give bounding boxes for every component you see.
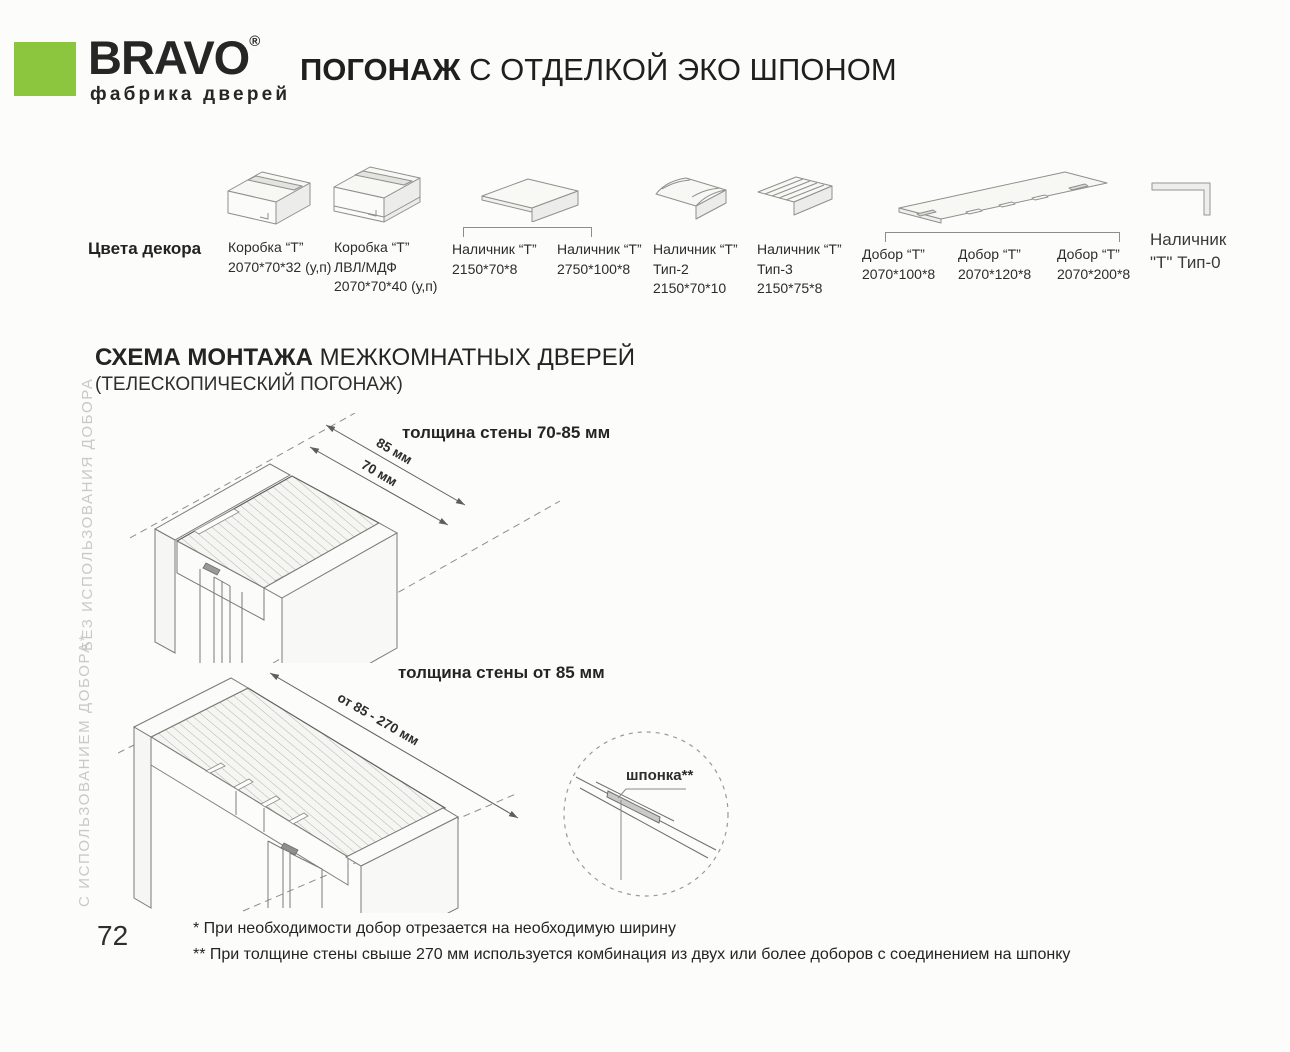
product-size: 2150*70*10: [653, 280, 727, 296]
product-size: 2150*70*8: [452, 260, 518, 277]
nalichnik-t-tip2-drawing: [648, 172, 732, 222]
brand-logo-square: [14, 42, 76, 96]
product-size: 2070*200*8: [1057, 265, 1131, 282]
nalichnik-t-flat-drawing: [478, 176, 583, 222]
nalichnik-t-tip3-drawing: [752, 172, 836, 222]
product-size: 2150*75*8: [757, 280, 823, 296]
product-type: Тип-2: [653, 260, 689, 277]
product-label: [958, 245, 1031, 284]
nalichnik-t-tip0-drawing: [1150, 176, 1214, 220]
diagram2-title: толщина стены от 85 мм: [398, 663, 605, 682]
product-name: Добор “Т”: [958, 246, 1021, 262]
product-type: Тип-3: [757, 260, 793, 277]
dim-label-85mm: 85 мм: [373, 434, 415, 468]
footnote-1: * При необходимости добор отрезается на необходимую ширину: [193, 920, 676, 937]
scheme-subheading: (ТЕЛЕСКОПИЧЕСКИЙ ПОГОНАЖ): [95, 374, 403, 395]
product-size: 2750*100*8: [557, 260, 631, 277]
product-name: Коробка “Т”: [334, 239, 410, 255]
decor-colors-label: Цвета декора: [88, 239, 202, 258]
dobor-group-bracket: [885, 232, 1120, 242]
product-material: ЛВЛ/МДФ: [334, 258, 397, 275]
footnote-2: ** При толщине стены свыше 270 мм используется комбинация из двух или более доборов с соединением на шпонку: [193, 946, 1071, 963]
shponka-label: шпонка**: [626, 767, 694, 784]
product-name: Наличник “Т”: [452, 241, 537, 257]
product-type: "Т" Тип-0: [1150, 253, 1221, 272]
dobor-t-drawing: [893, 166, 1123, 228]
product-size: 2070*70*32 (у,п): [228, 258, 332, 275]
diagram1-side-label: БЕЗ ИСПОЛЬЗОВАНИЯ ДОБОРА: [79, 377, 96, 651]
diagram1-isometric-drawing: [130, 413, 570, 663]
scheme-heading-rest: МЕЖКОМНАТНЫХ ДВЕРЕЙ: [312, 344, 636, 371]
product-name: Наличник “Т”: [653, 241, 738, 257]
product-name: Добор “Т”: [1057, 246, 1120, 262]
product-size: 2070*70*40 (у,п): [334, 278, 438, 294]
product-name: Добор “Т”: [862, 246, 925, 262]
brand-name: BRAVO: [88, 31, 250, 84]
korobka-t-lvl-drawing: [328, 160, 428, 228]
page-title-bold: ПОГОНАЖ: [300, 52, 461, 87]
product-name: Наличник: [1150, 230, 1227, 249]
diagram2-side-label: С ИСПОЛЬЗОВАНИЕМ ДОБОРА*: [76, 633, 93, 907]
page-title: [300, 52, 897, 88]
korobka-t-32-drawing: [222, 166, 317, 228]
product-label: [757, 240, 842, 299]
product-label: [1057, 245, 1130, 284]
product-label: [1150, 228, 1226, 274]
page-title-rest: С ОТДЕЛКОЙ ЭКО ШПОНОМ: [460, 52, 897, 87]
product-size: 2070*120*8: [958, 265, 1032, 282]
nalichnik-pair-bracket: [463, 227, 592, 237]
shponka-detail-circle: [556, 722, 736, 902]
product-size: 2070*100*8: [862, 265, 936, 282]
product-name: Наличник “Т”: [757, 241, 842, 257]
product-label: [334, 238, 437, 297]
product-label: [228, 238, 331, 277]
brand-tagline: фабрика дверей: [90, 84, 291, 105]
dim-label-85-270mm: от 85 - 270 мм: [334, 689, 422, 749]
product-label: [557, 240, 642, 279]
product-name: Наличник “Т”: [557, 241, 642, 257]
product-label: [452, 240, 537, 279]
product-name: Коробка “Т”: [228, 239, 304, 255]
brand-logo-text: [88, 31, 260, 84]
registered-mark: ®: [249, 33, 260, 50]
diagram1-title: толщина стены 70-85 мм: [402, 423, 611, 442]
dim-label-70mm: 70 мм: [358, 456, 400, 490]
product-label: [653, 240, 738, 299]
diagram2-isometric-drawing: [118, 663, 538, 913]
scheme-heading: [95, 344, 635, 372]
product-label: [862, 245, 935, 284]
page-number: 72: [97, 920, 129, 951]
scheme-heading-bold: СХЕМА МОНТАЖА: [95, 344, 313, 371]
